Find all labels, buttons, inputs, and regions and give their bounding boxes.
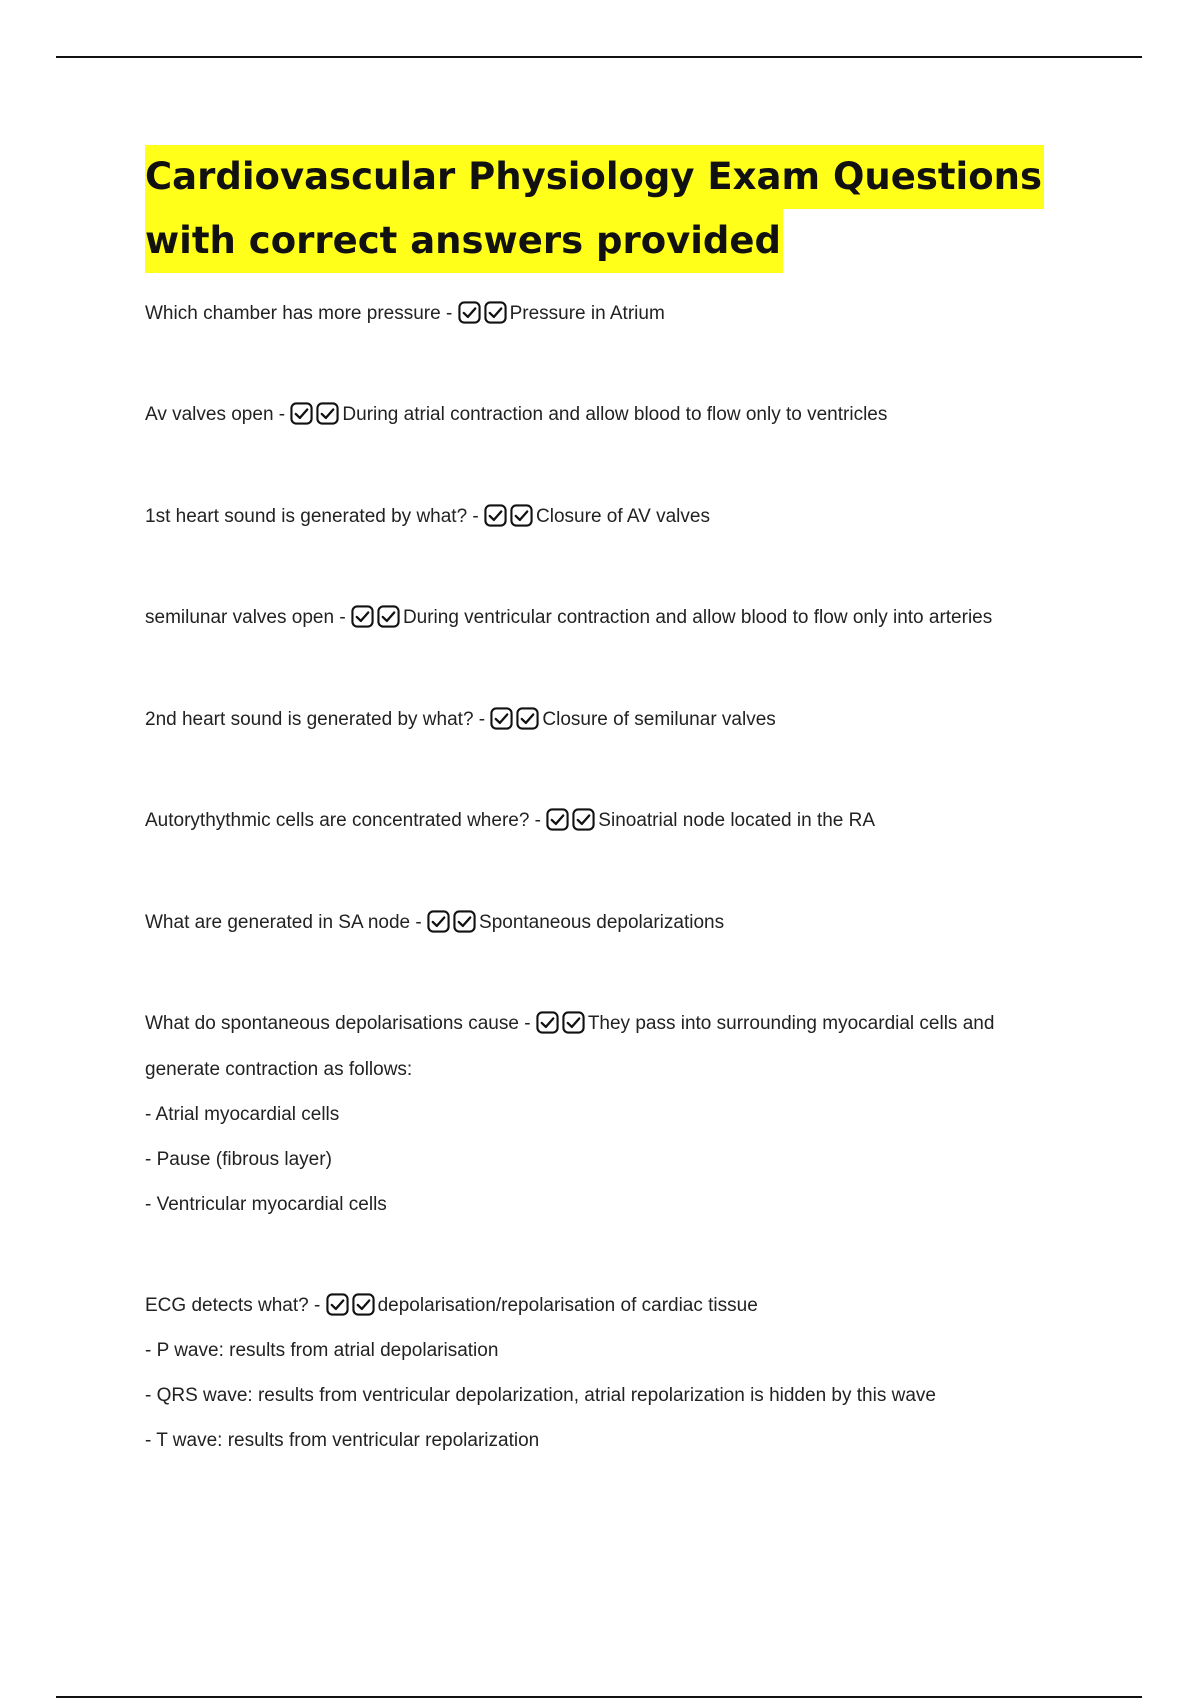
qa-item-8 — [145, 1001, 1095, 1226]
page-title — [145, 145, 1095, 273]
qa-item-4 — [145, 595, 1095, 640]
checkbox-checked-icon — [516, 707, 539, 730]
qa-item-5 — [145, 697, 1095, 742]
answer-text: Closure of semilunar valves — [542, 708, 776, 730]
question-text: ECG detects what? - — [145, 1294, 321, 1316]
answer-detail-line: - Pause (fibrous layer) — [145, 1148, 332, 1170]
checkbox-checked-icon — [510, 504, 533, 527]
checkbox-checked-icon — [316, 402, 339, 425]
answer-marker — [490, 695, 542, 740]
checkbox-checked-icon — [536, 1011, 559, 1034]
qa-item-7 — [145, 900, 1095, 945]
answer-text: Pressure in Atrium — [509, 303, 665, 324]
answer-text: Closure of AV valves — [536, 505, 710, 527]
answer-text: They pass into surrounding myocardial cells and — [587, 1013, 995, 1035]
qa-item-3 — [145, 494, 1095, 539]
question-text: Which chamber has more pressure - — [145, 303, 453, 324]
checkbox-checked-icon — [562, 1011, 585, 1034]
answer-text: During ventricular contraction and allow blood to flow only into arteries — [402, 607, 993, 629]
bottom-rule — [56, 1696, 1142, 1698]
checkbox-checked-icon — [377, 605, 400, 628]
question-text: What do spontaneous depolarisations cause - — [145, 1013, 531, 1035]
answer-marker — [326, 1281, 378, 1326]
qa-line — [145, 494, 1095, 539]
question-text: semilunar valves open - — [145, 607, 346, 629]
checkbox-checked-icon — [458, 301, 481, 324]
qa-line — [145, 291, 1095, 336]
page-title-line-2: with correct answers provided — [145, 209, 783, 273]
checkbox-checked-icon — [546, 808, 569, 831]
question-text: 2nd heart sound is generated by what? - — [145, 708, 486, 730]
answer-detail-line: - P wave: results from atrial depolarisation — [145, 1340, 499, 1362]
checkbox-checked-icon — [453, 910, 476, 933]
answer-text: Sinoatrial node located in the RA — [598, 810, 876, 832]
answer-marker — [351, 594, 403, 639]
qa-item-1 — [145, 291, 1095, 336]
document-body — [145, 145, 1095, 1519]
checkbox-checked-icon — [484, 301, 507, 324]
answer-marker — [290, 391, 342, 436]
qa-list — [145, 291, 1095, 1463]
checkbox-checked-icon — [490, 707, 513, 730]
answer-text: depolarisation/repolarisation of cardiac tissue — [377, 1294, 758, 1316]
question-text: Av valves open - — [145, 404, 286, 426]
qa-line — [145, 697, 1095, 742]
checkbox-checked-icon — [427, 910, 450, 933]
qa-line — [145, 595, 1095, 640]
checkbox-checked-icon — [351, 605, 374, 628]
qa-line — [145, 900, 1095, 945]
qa-line — [145, 798, 1095, 843]
qa-item-2 — [145, 392, 1095, 437]
answer-detail-line: - T wave: results from ventricular repolarization — [145, 1430, 540, 1452]
answer-marker — [536, 1000, 588, 1045]
answer-detail-line: - Ventricular myocardial cells — [145, 1193, 387, 1215]
answer-detail-line: generate contraction as follows: — [145, 1058, 413, 1080]
qa-line — [145, 392, 1095, 437]
checkbox-checked-icon — [352, 1293, 375, 1316]
checkbox-checked-icon — [572, 808, 595, 831]
answer-detail-line: - Atrial myocardial cells — [145, 1103, 340, 1125]
answer-detail-line: - QRS wave: results from ventricular depolarization, atrial repolarization is hidden by this wave — [145, 1385, 936, 1407]
question-text: What are generated in SA node - — [145, 911, 422, 933]
question-text: Autorythythmic cells are concentrated where? - — [145, 810, 542, 832]
checkbox-checked-icon — [290, 402, 313, 425]
page-title-line-1: Cardiovascular Physiology Exam Questions — [145, 145, 1044, 209]
qa-item-6 — [145, 798, 1095, 843]
qa-line — [145, 1001, 1095, 1046]
question-text: 1st heart sound is generated by what? - — [145, 505, 479, 527]
answer-text: Spontaneous depolarizations — [479, 911, 725, 933]
qa-line — [145, 1283, 1095, 1328]
checkbox-checked-icon — [484, 504, 507, 527]
answer-text: During atrial contraction and allow blood to flow only to ventricles — [342, 404, 888, 426]
qa-item-9 — [145, 1283, 1095, 1463]
top-rule — [56, 56, 1142, 58]
checkbox-checked-icon — [326, 1293, 349, 1316]
answer-marker — [458, 289, 510, 334]
answer-marker — [484, 492, 536, 537]
answer-marker — [546, 797, 598, 842]
answer-marker — [427, 898, 479, 943]
